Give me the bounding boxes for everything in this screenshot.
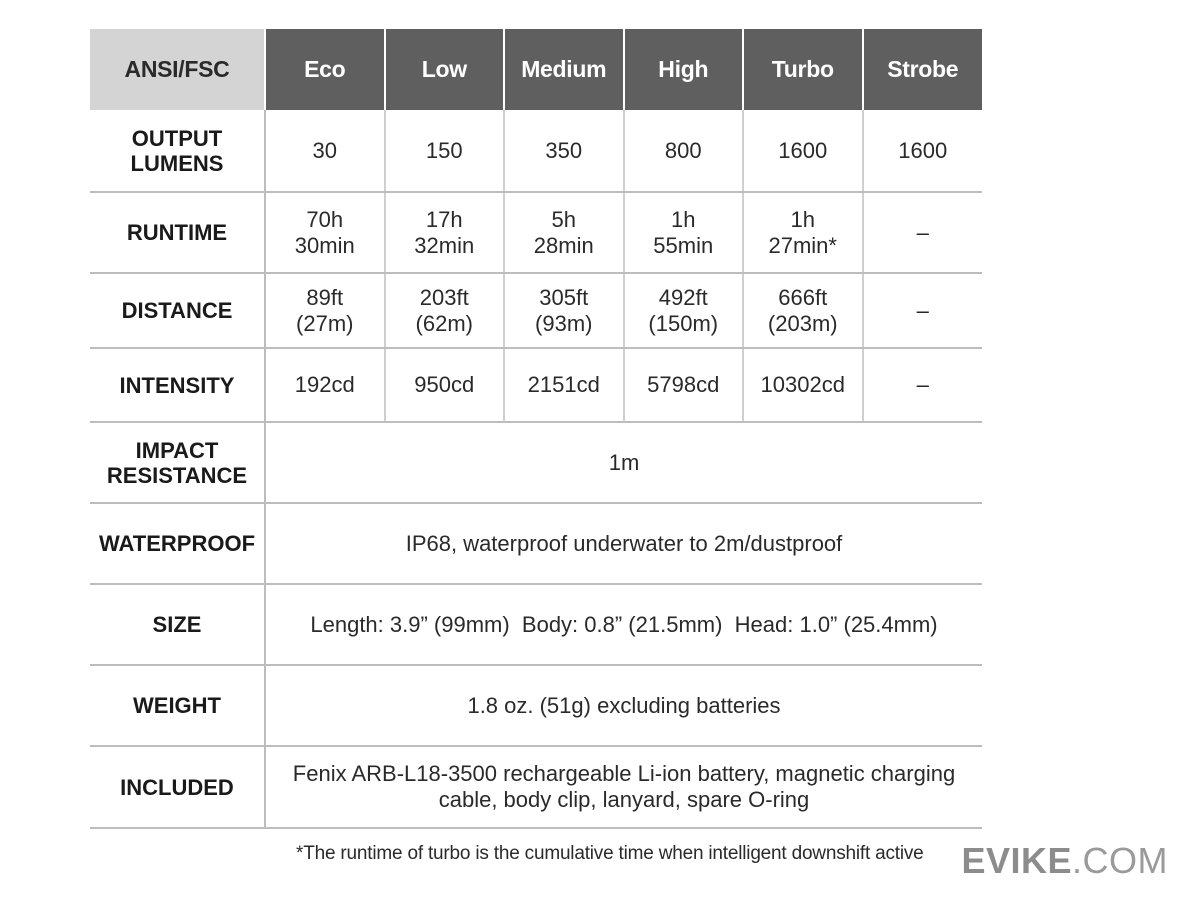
row-label: OUTPUT LUMENS [90, 110, 265, 192]
cell-output-eco: 30 [265, 110, 385, 192]
row-label: IMPACT RESISTANCE [90, 422, 265, 503]
cell-included-value: Fenix ARB-L18-3500 rechargeable Li-ion battery, magnetic charging cable, body clip, lanyard, spare O-ring [265, 746, 982, 828]
cell-output-high: 800 [624, 110, 744, 192]
row-label: DISTANCE [90, 273, 265, 348]
cell-runtime-low: 17h 32min [385, 192, 505, 273]
row-impact-resistance [90, 422, 982, 503]
cell-output-medium: 350 [504, 110, 624, 192]
row-label: SIZE [90, 584, 265, 665]
cell-distance-turbo: 666ft (203m) [743, 273, 863, 348]
cell-runtime-strobe: – [863, 192, 983, 273]
cell-runtime-medium: 5h 28min [504, 192, 624, 273]
row-distance [90, 273, 982, 348]
cell-weight-value: 1.8 oz. (51g) excluding batteries [265, 665, 982, 746]
header-mode-high: High [624, 29, 744, 110]
row-size [90, 584, 982, 665]
cell-intensity-turbo: 10302cd [743, 348, 863, 422]
header-mode-strobe: Strobe [863, 29, 983, 110]
row-output-lumens [90, 110, 982, 192]
header-ansi-fsc: ANSI/FSC [90, 29, 265, 110]
row-label: WEIGHT [90, 665, 265, 746]
cell-distance-strobe: – [863, 273, 983, 348]
header-mode-low: Low [385, 29, 505, 110]
row-runtime [90, 192, 982, 273]
cell-distance-medium: 305ft (93m) [504, 273, 624, 348]
cell-intensity-high: 5798cd [624, 348, 744, 422]
header-mode-turbo: Turbo [743, 29, 863, 110]
watermark-brand: EVIKE [961, 840, 1072, 881]
cell-intensity-eco: 192cd [265, 348, 385, 422]
row-label: WATERPROOF [90, 503, 265, 584]
cell-distance-low: 203ft (62m) [385, 273, 505, 348]
cell-runtime-turbo: 1h 27min* [743, 192, 863, 273]
row-intensity [90, 348, 982, 422]
row-label: RUNTIME [90, 192, 265, 273]
row-waterproof [90, 503, 982, 584]
cell-runtime-eco: 70h 30min [265, 192, 385, 273]
spec-table [90, 29, 982, 829]
cell-size-value: Length: 3.9” (99mm) Body: 0.8” (21.5mm) Head: 1.0” (25.4mm) [265, 584, 982, 665]
cell-intensity-medium: 2151cd [504, 348, 624, 422]
cell-intensity-low: 950cd [385, 348, 505, 422]
header-mode-eco: Eco [265, 29, 385, 110]
cell-intensity-strobe: – [863, 348, 983, 422]
row-label: INCLUDED [90, 746, 265, 828]
cell-distance-high: 492ft (150m) [624, 273, 744, 348]
cell-impact-value: 1m [265, 422, 982, 503]
evike-watermark-logo [961, 840, 1168, 882]
cell-output-strobe: 1600 [863, 110, 983, 192]
cell-output-low: 150 [385, 110, 505, 192]
cell-runtime-high: 1h 55min [624, 192, 744, 273]
header-row [90, 29, 982, 110]
watermark-suffix: .COM [1072, 840, 1168, 881]
row-weight [90, 665, 982, 746]
row-label: INTENSITY [90, 348, 265, 422]
cell-distance-eco: 89ft (27m) [265, 273, 385, 348]
cell-output-turbo: 1600 [743, 110, 863, 192]
row-included [90, 746, 982, 828]
cell-waterproof-value: IP68, waterproof underwater to 2m/dustproof [265, 503, 982, 584]
turbo-runtime-footnote: *The runtime of turbo is the cumulative time when intelligent downshift active [296, 843, 924, 864]
header-mode-medium: Medium [504, 29, 624, 110]
